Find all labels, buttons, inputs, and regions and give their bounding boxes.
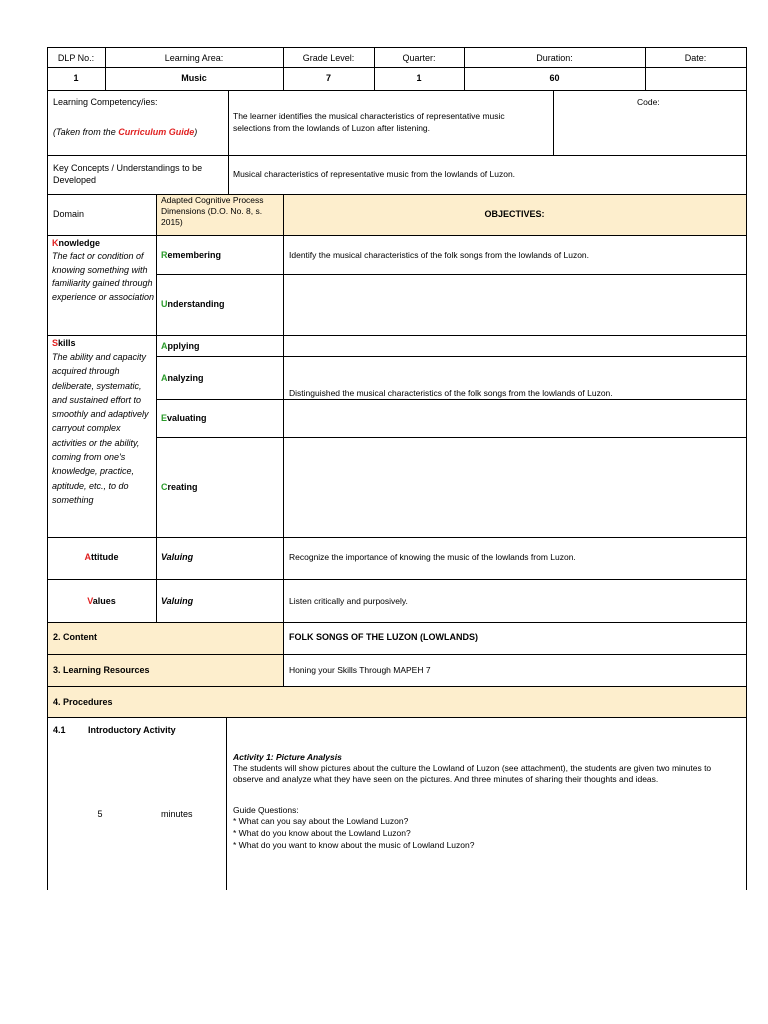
resources-value: Honing your Skills Through MAPEH 7 [289, 665, 431, 675]
header-value-quarter: 1 [416, 73, 422, 83]
competency-note-red: Curriculum Guide [118, 127, 195, 137]
knowledge-title [52, 237, 152, 249]
knowledge-desc: The fact or condition of knowing something with familiarity gained through experience or association [52, 251, 155, 302]
intro-number: 4.1 [53, 725, 66, 735]
level-remembering [161, 249, 281, 261]
values-objective: Listen critically and purposively. [289, 596, 408, 606]
skills-rest: kills [58, 338, 76, 348]
evaluating-rest: valuating [167, 413, 207, 423]
creating-first-letter: C [161, 482, 168, 492]
intro-label: Introductory Activity [88, 725, 176, 735]
values-first-letter: V [87, 596, 93, 606]
key-concepts-label: Key Concepts / Understandings to be Developed [53, 163, 203, 185]
skills-title [52, 337, 152, 349]
header-label-dlp: DLP No.: [57, 53, 95, 63]
competency-label: Learning Competency/ies: [53, 97, 158, 107]
content-label: 2. Content [53, 632, 97, 642]
analyzing-rest: nalyzing [167, 373, 204, 383]
remembering-rest: emembering [167, 250, 222, 260]
knowledge-first-letter: K [52, 238, 59, 248]
level-evaluating [161, 412, 281, 424]
applying-first-letter: A [161, 341, 168, 351]
header-value-grade: 7 [325, 73, 331, 83]
content-value: FOLK SONGS OF THE LUZON (LOWLANDS) [289, 632, 478, 642]
intro-minutes-label: minutes [161, 809, 193, 819]
remembering-first-letter: R [161, 250, 168, 260]
intro-minutes-value: 5 [97, 809, 103, 819]
guide-questions-label: Guide Questions: [233, 805, 299, 815]
attitude-rest: ttitude [91, 552, 119, 562]
activity-label: Activity 1: [233, 752, 276, 762]
creating-rest: reating [167, 482, 198, 492]
competency-text: The learner identifies the musical characteristics of representative music selections from the lowlands of Luzon after listening. [233, 111, 505, 133]
header-label-area: Learning Area: [164, 53, 224, 63]
header-value-dlp: 1 [73, 73, 79, 83]
header-value-duration: 60 [549, 73, 560, 83]
competency-note [53, 126, 228, 138]
values-level: Valuing [161, 596, 194, 606]
attitude-level: Valuing [161, 552, 194, 562]
header-value-area: Music [181, 73, 207, 83]
header-label-duration: Duration: [536, 53, 573, 63]
objectives-header: OBJECTIVES: [484, 209, 545, 219]
attitude-title [47, 551, 156, 563]
activity-title: Picture Analysis [276, 752, 342, 762]
applying-rest: pplying [167, 341, 200, 351]
objective-remembering: Identify the musical characteristics of the folk songs from the lowlands of Luzon. [289, 250, 590, 260]
code-label: Code: [637, 97, 660, 107]
activity-heading [233, 751, 733, 763]
header-label-date: Date: [684, 53, 707, 63]
evaluating-first-letter: E [161, 413, 168, 423]
understanding-rest: nderstanding [167, 299, 225, 309]
values-title [47, 595, 156, 607]
objective-analyzing: Distinguished the musical characteristics of the folk songs from the lowlands of Luzon. [289, 388, 613, 398]
competency-note-open: (Taken from the [53, 127, 119, 137]
skills-first-letter: S [52, 338, 59, 348]
resources-label: 3. Learning Resources [53, 665, 150, 675]
guide-question-3: * What do you want to know about the music of Lowland Luzon? [233, 840, 475, 850]
level-understanding [161, 298, 281, 310]
guide-question-1: * What can you say about the Lowland Luzon? [233, 816, 409, 826]
key-concepts-text: Musical characteristics of representative music from the lowlands of Luzon. [233, 169, 516, 179]
attitude-objective: Recognize the importance of knowing the music of the lowlands from Luzon. [289, 552, 576, 562]
header-label-grade: Grade Level: [302, 53, 355, 63]
analyzing-first-letter: A [161, 373, 168, 383]
domain-header: Domain [53, 209, 85, 219]
understanding-first-letter: U [161, 299, 168, 309]
attitude-first-letter: A [84, 552, 91, 562]
level-creating [161, 481, 281, 493]
knowledge-rest: nowledge [58, 238, 101, 248]
skills-desc: The ability and capacity acquired through deliberate, systematic, and sustained effort to smoothly and adaptively carryout complex activities or the ability, coming from one's knowledge, practice, aptitude, etc., to do something [52, 352, 149, 505]
level-applying [161, 340, 281, 352]
level-analyzing [161, 372, 281, 384]
guide-question-2: * What do you know about the Lowland Luzon? [233, 828, 411, 838]
acpd-header: Adapted Cognitive Process Dimensions (D.O. No. 8, s. 2015) [161, 195, 264, 227]
values-rest: alues [92, 596, 116, 606]
competency-note-close: ) [194, 127, 198, 137]
header-label-quarter: Quarter: [402, 53, 436, 63]
procedures-label: 4. Procedures [53, 697, 113, 707]
activity-body: The students will show pictures about the culture the Lowland of Luzon (see attachment), the students are given two minutes to observe and analyze what they have seen on the pictures. And three minutes of sharing their thoughts and ideas. [233, 763, 712, 785]
